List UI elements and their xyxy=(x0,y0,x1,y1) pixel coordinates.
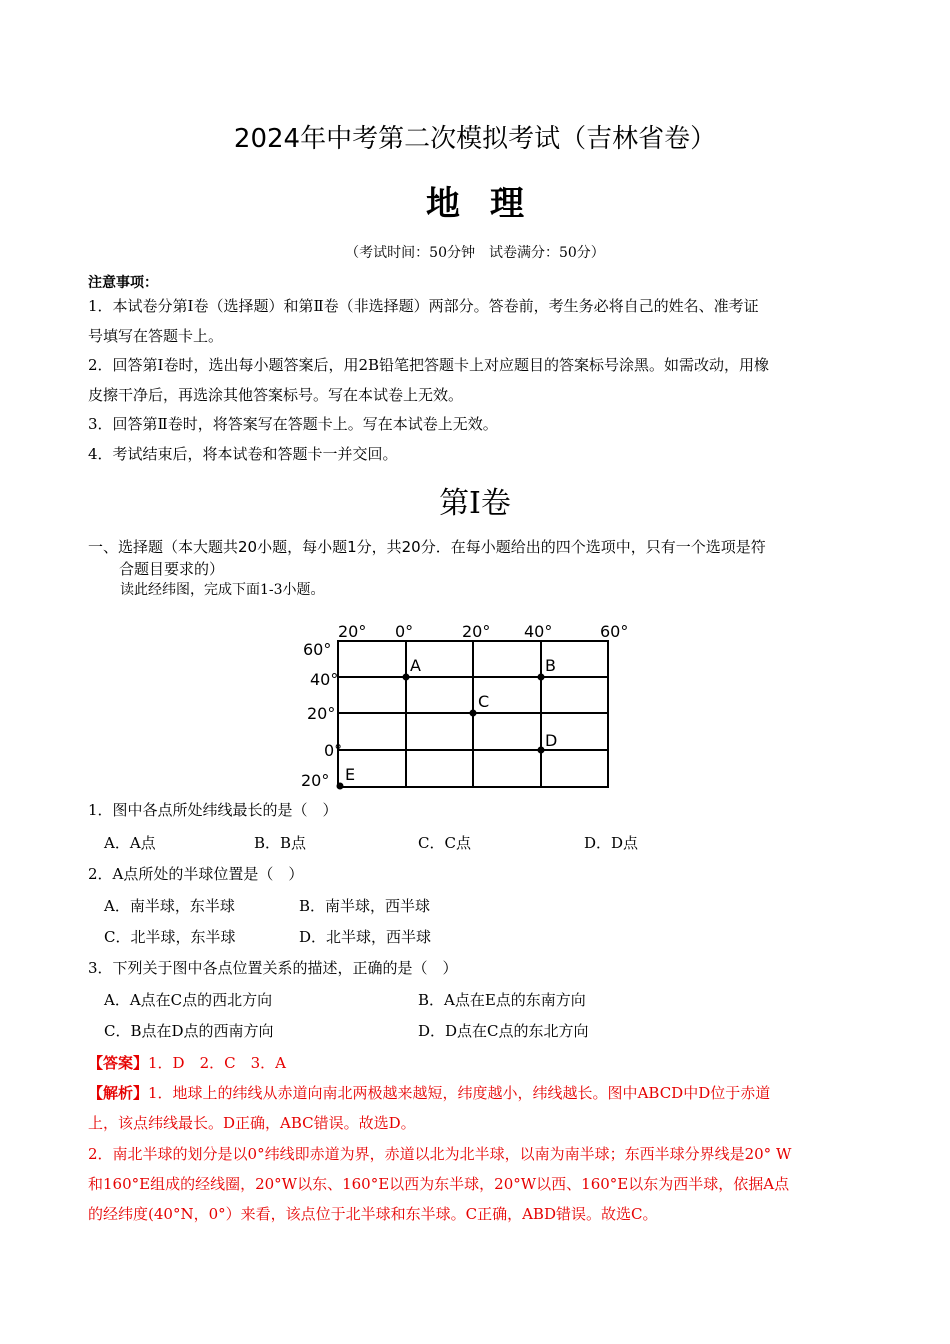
lat-label: 0° xyxy=(324,741,343,760)
lat-label: 40° xyxy=(310,670,339,689)
note-line: 3．回答第Ⅱ卷时，将答案写在答题卡上。写在本试卷上无效。 xyxy=(88,415,498,433)
note-line: 1．本试卷分第Ⅰ卷（选择题）和第Ⅱ卷（非选择题）两部分。答卷前，考生务必将自己的姓名、准考证 xyxy=(88,297,759,315)
point-e-label: E xyxy=(345,765,356,784)
analysis-line: 的经纬度(40°N，0°）来看，该点位于北半球和东半球。C正确，ABD错误。故选C。 xyxy=(88,1205,658,1223)
analysis-label: 【解析】 xyxy=(88,1084,149,1102)
note-line: 4．考试结束后，将本试卷和答题卡一并交回。 xyxy=(88,445,398,463)
part-one-line2: 合题目要求的） xyxy=(119,560,225,578)
question-1-option-c: C．C点 xyxy=(418,834,471,852)
analysis-line: 2．南北半球的划分是以0°纬线即赤道为界，赤道以北为北半球，以南为南半球；东西半球分界线是20° W xyxy=(88,1145,792,1163)
question-1-stem: 1．图中各点所处纬线最长的是（ ） xyxy=(88,801,338,819)
point-e-marker xyxy=(337,783,344,790)
question-3-option-b: B．A点在E点的东南方向 xyxy=(418,991,586,1009)
analysis-line: 和160°E组成的经线圈，20°W以东、160°E以西为东半球，20°W以西、160°E以东为西半球，依据A点 xyxy=(88,1175,790,1193)
analysis-text: 1．地球上的纬线从赤道向南北两极越来越短，纬度越小，纬线越长。图中ABCD中D位于赤道 xyxy=(148,1084,771,1102)
part-one-heading xyxy=(88,536,766,580)
question-2-option-a: A．南半球，东半球 xyxy=(104,897,235,915)
question-3-stem: 3．下列关于图中各点位置关系的描述，正确的是（ ） xyxy=(88,959,458,977)
note-line: 皮擦干净后，再选涂其他答案标号。写在本试卷上无效。 xyxy=(88,386,464,404)
point-b-marker xyxy=(538,674,545,681)
exam-title: 2024年中考第二次模拟考试（吉林省卷） xyxy=(233,124,717,154)
point-b-label: B xyxy=(545,656,556,675)
answer-line xyxy=(88,1053,286,1073)
point-d-marker xyxy=(538,747,545,754)
point-c-label: C xyxy=(478,692,490,711)
point-c-marker xyxy=(470,710,477,717)
lat-label: 20° xyxy=(307,704,336,723)
lon-label: 40° xyxy=(524,622,553,641)
question-3-option-a: A．A点在C点的西北方向 xyxy=(104,991,273,1009)
analysis-line xyxy=(88,1083,770,1103)
question-2-option-d: D．北半球，西半球 xyxy=(299,928,432,946)
question-1-option-d: D．D点 xyxy=(584,834,639,852)
notes-heading: 注意事项： xyxy=(88,275,158,291)
question-2-stem: 2．A点所处的半球位置是（ ） xyxy=(88,865,304,883)
subject-title: 地理 xyxy=(426,184,554,224)
point-a-label: A xyxy=(410,656,421,675)
lon-label: 20° xyxy=(338,622,367,641)
question-3-option-c: C．B点在D点的西南方向 xyxy=(104,1022,274,1040)
section-title: 第Ⅰ卷 xyxy=(439,486,511,521)
note-line: 号填写在答题卡上。 xyxy=(88,327,224,345)
question-1-option-a: A．A点 xyxy=(104,834,156,852)
exam-info: （考试时间：50分钟 试卷满分：50分） xyxy=(345,245,605,261)
note-line: 2．回答第Ⅰ卷时，选出每小题答案后，用2B铅笔把答题卡上对应题目的答案标号涂黑。如需改动，用橡 xyxy=(88,356,770,374)
instruction: 读此经纬图，完成下面1-3小题。 xyxy=(120,582,325,598)
lat-label: 20° xyxy=(301,771,330,790)
lat-long-grid-map xyxy=(295,615,645,795)
question-3-option-d: D．D点在C点的东北方向 xyxy=(418,1022,589,1040)
point-d-label: D xyxy=(545,731,558,750)
question-1-option-b: B．B点 xyxy=(254,834,307,852)
answer-text: 1．D 2．C 3．A xyxy=(148,1054,286,1072)
question-2-option-b: B．南半球，西半球 xyxy=(299,897,431,915)
lon-label: 60° xyxy=(600,622,629,641)
analysis-line: 上，该点纬线最长。D正确，ABC错误。故选D。 xyxy=(88,1114,416,1132)
part-one-line1: 一、选择题（本大题共20小题，每小题1分，共20分．在每小题给出的四个选项中，只有一个选项是符 xyxy=(88,538,766,556)
answer-label: 【答案】 xyxy=(88,1054,149,1072)
point-a-marker xyxy=(403,674,410,681)
lon-label: 0° xyxy=(395,622,414,641)
lon-label: 20° xyxy=(462,622,491,641)
question-2-option-c: C．北半球，东半球 xyxy=(104,928,236,946)
lat-label: 60° xyxy=(303,640,332,659)
